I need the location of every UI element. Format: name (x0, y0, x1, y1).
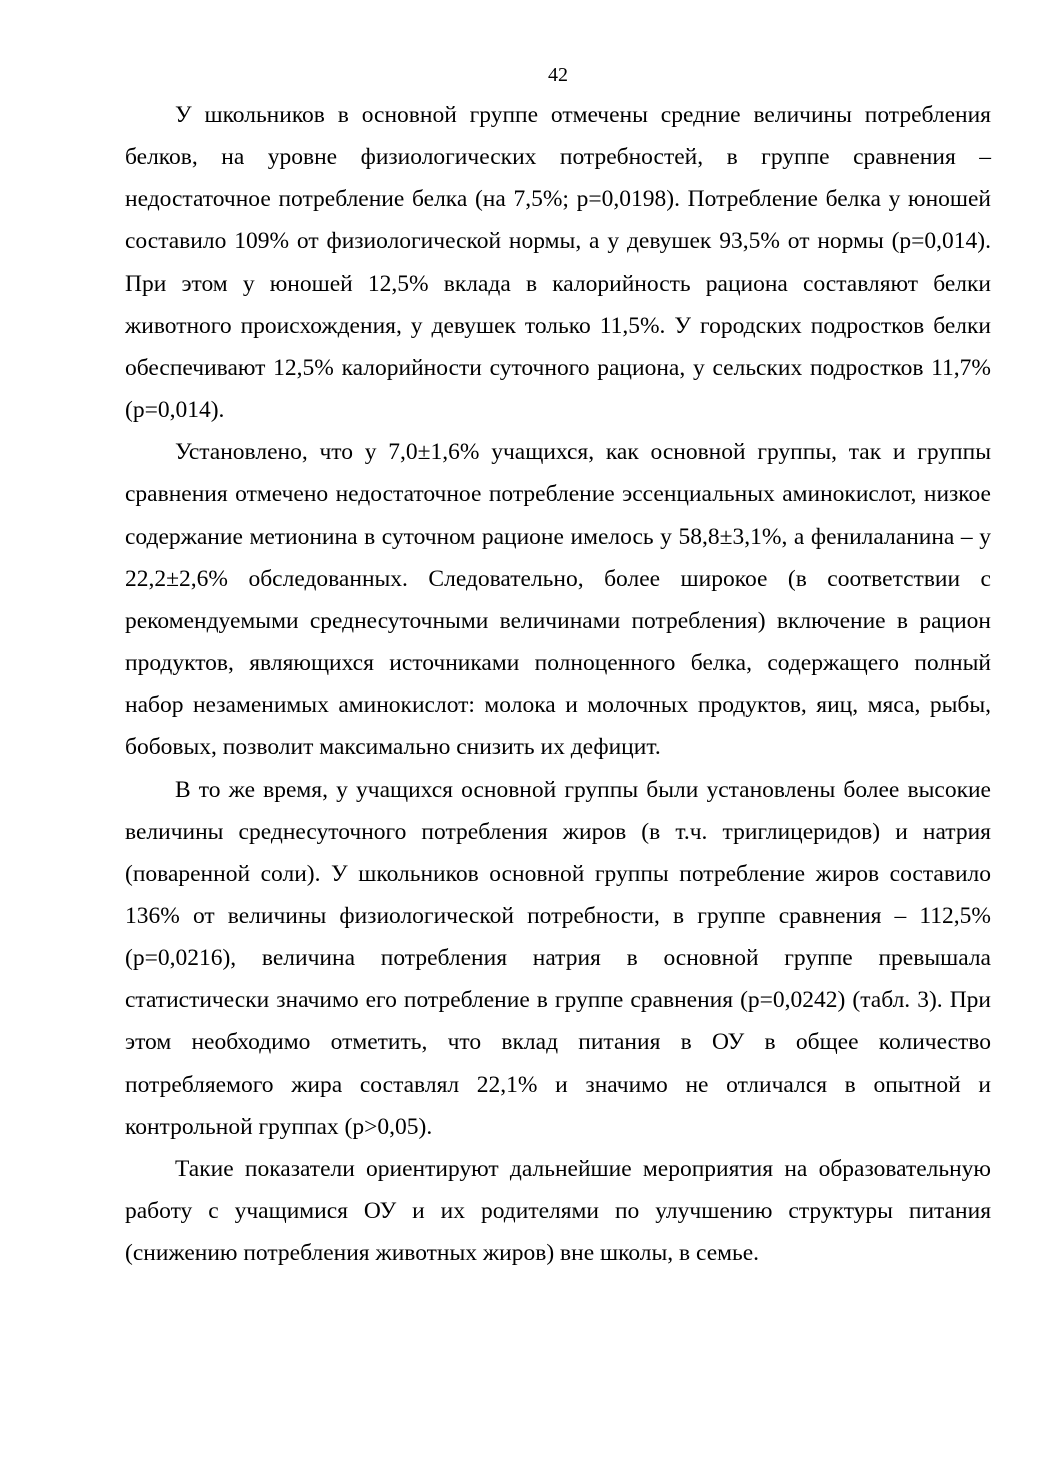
paragraph-recommendations: Такие показатели ориентируют дальнейшие мероприятия на образовательную работу с учащимися ОУ и их родителями по улучшению структуры питания (снижению потребления животных жиров) вне школы, в семье. (125, 1155, 991, 1267)
page-number: 42 (548, 64, 568, 86)
paragraph-amino-acids: Установлено, что у 7,0±1,6% учащихся, как основной группы, так и группы сравнения отмечено недостаточное потребление эссенциальных аминокислот, низкое содержание метионина в суточном рационе имелось у 58,8±3,1%, а фенилаланина – у 22,2±2,6% обследованных. Следовательно, более широкое (в соответствии с рекомендуемыми среднесуточными величинами потребления) включение в рацион продуктов, являющихся источниками полноценного белка, содержащего полный набор незаменимых аминокислот: молока и молочных продуктов, яиц, мяса, рыбы, бобовых, позволит максимально снизить их дефицит. (125, 439, 991, 761)
paragraph-protein-intake: У школьников в основной группе отмечены средние величины потребления белков, на уровне физиологических потребностей, в группе сравнения – недостаточное потребление белка (на 7,5%; р=0,0198). Потребление белка у юношей составило 109% от физиологической нормы, а у девушек 93,5% от нормы (р=0,014). При этом у юношей 12,5% вклада в калорийность рациона составляют белки животного происхождения, у девушек только 11,5%. У городских подростков белки обеспечивают 12,5% калорийности суточного рациона, у сельских подростков 11,7% (р=0,014). (125, 102, 991, 424)
body-text (125, 94, 991, 1274)
paragraph-fat-sodium: В то же время, у учащихся основной группы были установлены более высокие величины среднесуточного потребления жиров (в т.ч. триглицеридов) и натрия (поваренной соли). У школьников основной группы потребление жиров составило 136% от величины физиологической потребности, в группе сравнения – 112,5% (р=0,0216), величина потребления натрия в основной группе превышала статистически значимо его потребление в группе сравнения (р=0,0242) (табл. 3). При этом необходимо отметить, что вклад питания в ОУ в общее количество потребляемого жира составлял 22,1% и значимо не отличался в опытной и контрольной группах (р>0,05). (125, 776, 991, 1140)
